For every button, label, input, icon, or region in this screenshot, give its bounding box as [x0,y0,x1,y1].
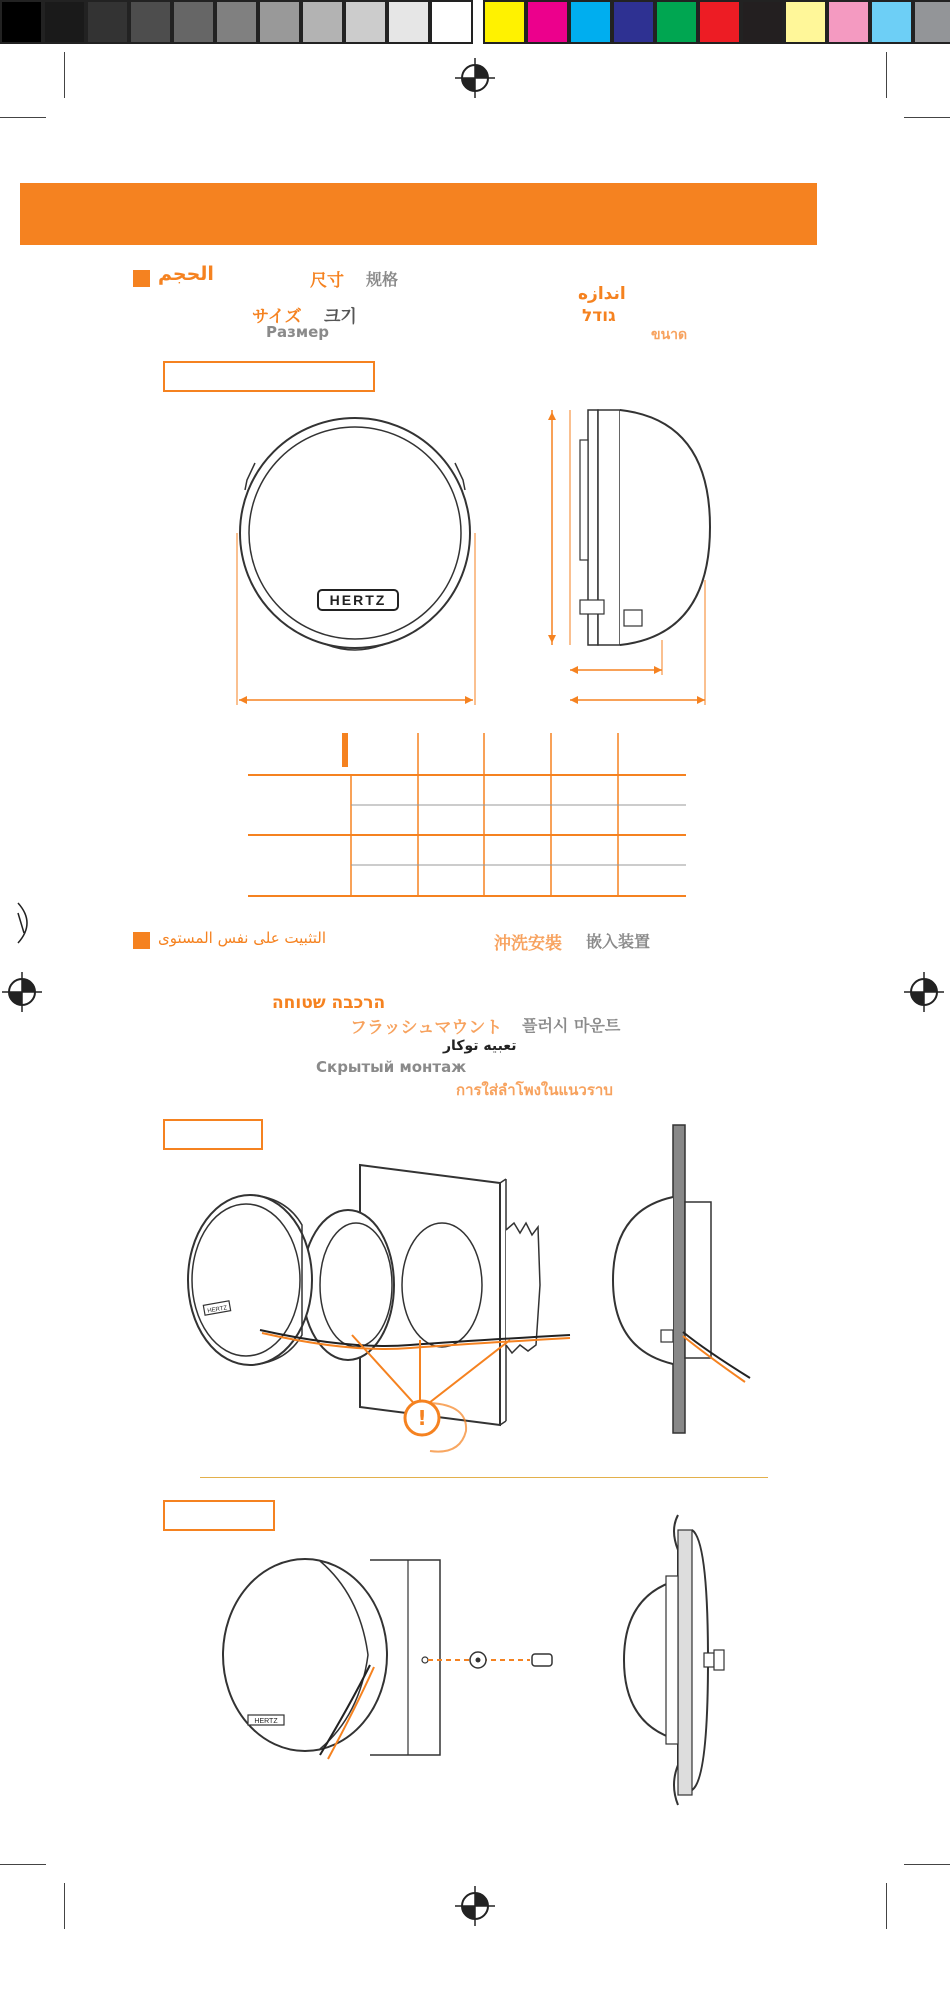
dimension-heading-zh-cn: 规格 [366,270,399,289]
color-swatch [612,0,655,44]
flush-heading-zh-cn: 嵌入装置 [586,932,651,951]
svg-text:!: ! [417,1406,427,1430]
step-label-box [163,1119,263,1150]
speaker-side-view-drawing [540,400,720,710]
gray-swatch [430,0,473,44]
dimension-heading-ja: サイズ [252,307,302,327]
color-swatch [741,0,784,44]
color-swatch [698,0,741,44]
flush-mount-exploded-drawing [190,1155,590,1465]
flush-heading-ru: Скрытый монтаж [316,1058,467,1076]
model-label-box [163,361,375,392]
crop-line [904,117,950,118]
dimension-heading-he: גודל [582,306,616,326]
flush-heading-he: הרכבה שטוחה [272,993,386,1013]
speaker-front-view-drawing [225,400,485,710]
dimension-heading-ko: 크기 [324,307,357,327]
registration-mark-left-icon [2,972,42,1012]
gray-swatch [43,0,86,44]
crop-line [64,52,65,98]
partial-registration-mark-icon [14,898,34,948]
gray-swatch [172,0,215,44]
dimension-heading-th: ขนาด [651,327,688,343]
color-swatch [870,0,913,44]
surface-mount-side-drawing [620,1510,750,1810]
surface-mount-drawing [210,1555,570,1765]
color-swatch [827,0,870,44]
dimension-heading-fa: اندازه [578,284,626,304]
gray-swatch [0,0,43,44]
gray-swatch [129,0,172,44]
registration-mark-top-icon [455,58,495,98]
dimension-heading-ru: Размер [266,323,330,341]
hertz-logo-small: HERTZ [254,1718,278,1725]
flush-heading-ja: フラッシュマウント [350,1018,503,1038]
crop-line [0,1864,46,1865]
gray-swatch [344,0,387,44]
color-swatch [784,0,827,44]
section-bullet [133,270,150,287]
crop-line [886,52,887,98]
section-divider [200,1477,768,1478]
hertz-logo: HERTZ [329,592,387,608]
registration-mark-right-icon [904,972,944,1012]
step-label-box [163,1500,275,1531]
crop-line [886,1883,887,1929]
hertz-logo-small: HERTZ [207,1305,228,1315]
crop-line [0,117,46,118]
dimension-heading-zh-tw: 尺寸 [310,271,344,291]
flush-heading-fa: تعبیه توکار [443,1038,517,1054]
header-banner [20,183,817,245]
section-bullet [133,932,150,949]
dimension-table [248,733,688,898]
color-swatch [655,0,698,44]
flush-heading-zh-tw: 沖洗安裝 [494,934,562,954]
gray-swatch [258,0,301,44]
gray-swatch [387,0,430,44]
flush-heading-ar: التثبيت على نفس المستوى [158,929,326,947]
registration-mark-bottom-icon [455,1886,495,1926]
color-swatch [569,0,612,44]
gray-swatch [215,0,258,44]
color-swatch [483,0,526,44]
dimension-heading-ar: الحجم [158,263,214,285]
flush-heading-th: การใส่ลำโพงในแนวราบ [456,1081,613,1099]
color-swatch [526,0,569,44]
crop-line [64,1883,65,1929]
gray-swatch [301,0,344,44]
crop-line [904,1864,950,1865]
color-swatch [913,0,950,44]
gray-swatch [86,0,129,44]
flush-mount-side-drawing [605,1120,765,1440]
flush-heading-ko: 플러시 마운트 [522,1016,621,1035]
